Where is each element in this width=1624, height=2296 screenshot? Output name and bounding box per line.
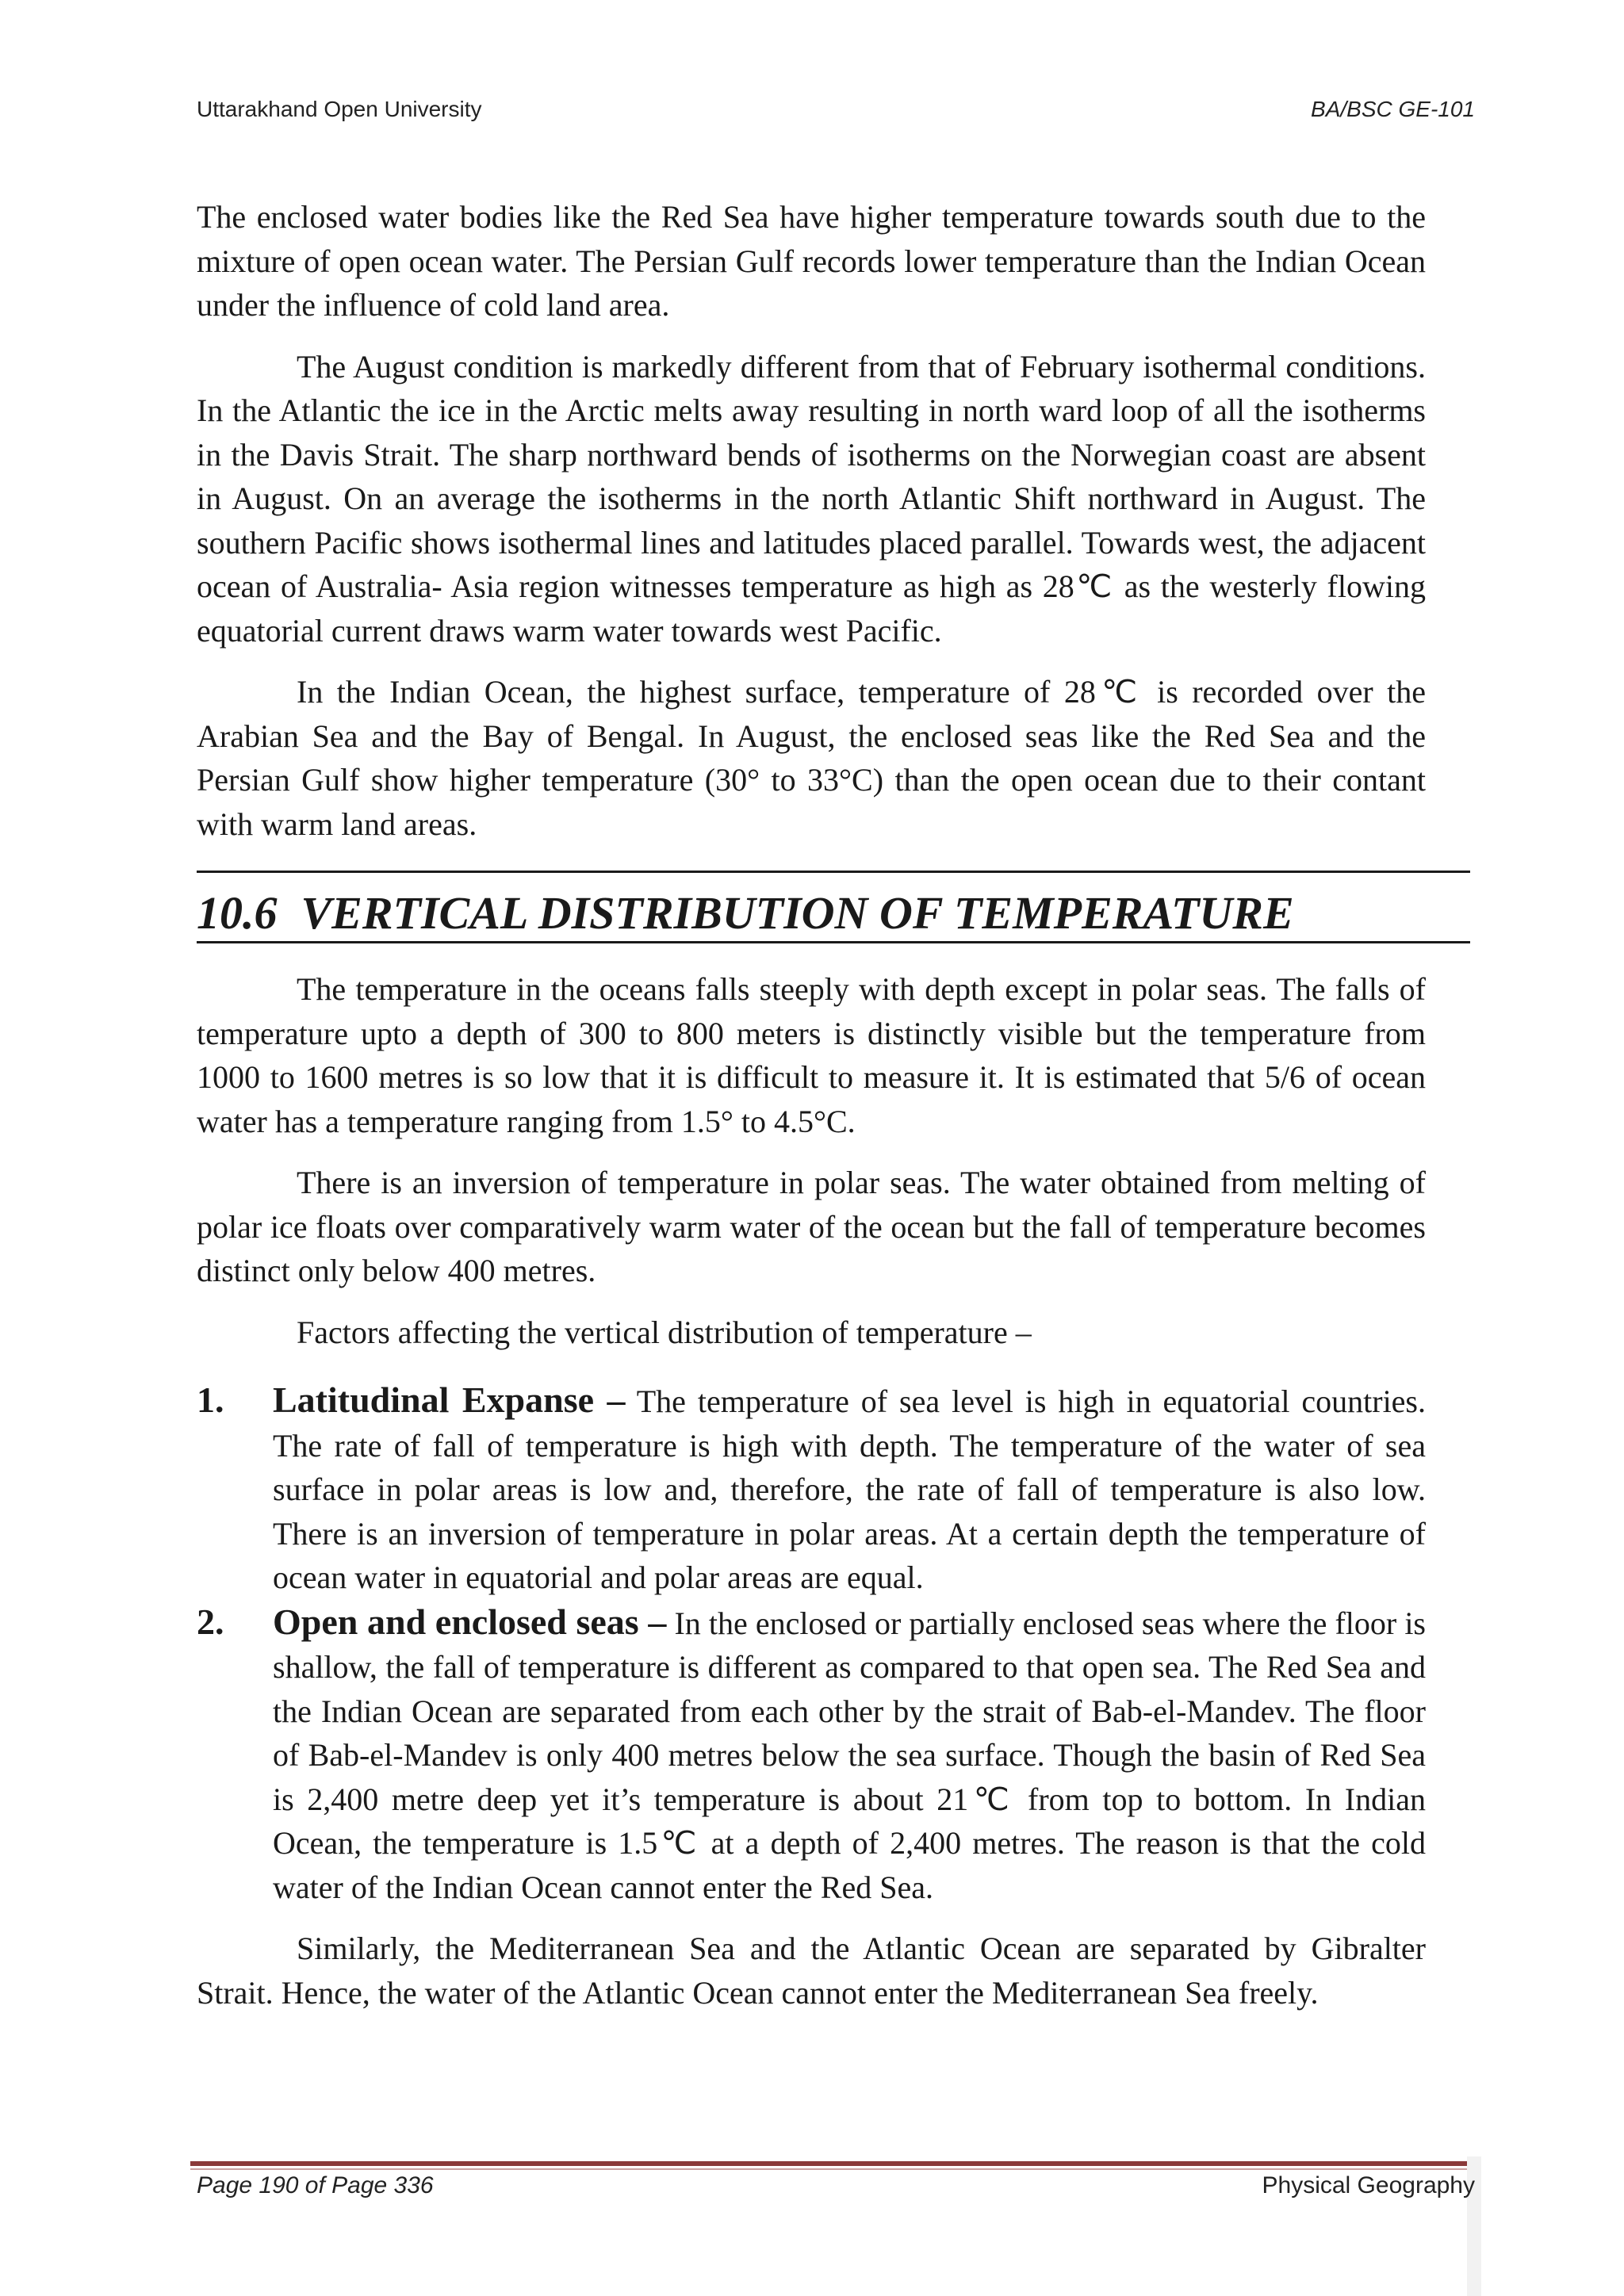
paragraph-vertical-fall: The temperature in the oceans falls steeply with depth except in polar seas. The falls of temperature upto a depth of 300 to 800 meters is distinctly visible but the temperature from 1000 to 1600 metres is so low that it is difficult to measure it. It is estimated that 5/6 of ocean water has a temperature ranging from 1.5° to 4.5°C. xyxy=(197,971,1426,1139)
body-main xyxy=(197,967,1426,2015)
footer-rule-shadow xyxy=(190,2168,1477,2170)
header-course-code: BA/BSC GE-101 xyxy=(1311,97,1475,121)
paragraph-factors-intro: Factors affecting the vertical distribution of temperature – xyxy=(297,1314,1032,1350)
header-institution: Uttarakhand Open University xyxy=(197,97,482,121)
footer-rule xyxy=(190,2161,1477,2166)
list-item xyxy=(197,1378,1426,1600)
footer-page-number: Page 190 of Page 336 xyxy=(197,2172,434,2198)
section-rule-top xyxy=(197,871,1470,873)
section-title: VERTICAL DISTRIBUTION OF TEMPERATURE xyxy=(301,887,1294,939)
paragraph-inversion: There is an inversion of temperature in polar seas. The water obtained from melting of polar ice floats over comparatively warm water of the ocean but the fall of temperature becomes distinct only below 400 metres. xyxy=(197,1165,1426,1288)
list-item-number: 2. xyxy=(197,1601,224,1642)
footer-subject: Physical Geography xyxy=(1262,2172,1475,2198)
paragraph-mediterranean: Similarly, the Mediterranean Sea and the Atlantic Ocean are separated by Gibralter Strait. Hence, the water of the Atlantic Ocean cannot enter the Mediterranean Sea freely. xyxy=(197,1931,1426,2011)
list-item xyxy=(197,1600,1426,1910)
paragraph-august-condition: The August condition is markedly different from that of February isothermal conditions. In the Atlantic the ice in the Arctic melts away resulting in north ward loop of all the isotherms in the Davis Strait. The sharp northward bends of isotherms on the Norwegian coast are absent in August. On an average the isotherms in the north Atlantic Shift northward in August. The southern Pacific shows isothermal lines and latitudes placed parallel. Towards west, the adjacent ocean of Australia- Asia region witnesses temperature as high as 28℃ as the westerly flowing equatorial current draws warm water towards west Pacific. xyxy=(197,348,1426,649)
list-item-term: Open and enclosed seas – xyxy=(273,1601,667,1642)
body-top xyxy=(197,195,1426,846)
list-item-text: In the enclosed or partially enclosed seas where the floor is shallow, the fall of temperature is different as compared to that open sea. The Red Sea and the Indian Ocean are separated from each other by the strait of Bab-el-Mandev. The floor of Bab-el-Mandev is only 400 metres below the sea surface. Though the basin of Red Sea is 2,400 metre deep yet it’s temperature is about 21℃ from top to bottom. In Indian Ocean, the temperature is 1.5℃ at a depth of 2,400 metres. The reason is that the cold water of the Indian Ocean cannot enter the Red Sea. xyxy=(273,1605,1427,1905)
list-item-term: Latitudinal Expanse – xyxy=(273,1380,626,1420)
section-number: 10.6 xyxy=(197,887,278,939)
section-rule-bottom xyxy=(197,941,1470,943)
paragraph-red-sea: The enclosed water bodies like the Red Sea have higher temperature towards south due to the mixture of open ocean water. The Persian Gulf records lower temperature than the Indian Ocean under the influence of cold land area. xyxy=(197,199,1426,323)
paragraph-indian-ocean: In the Indian Ocean, the highest surface, temperature of 28℃ is recorded over the Arabian Sea and the Bay of Bengal. In August, the enclosed seas like the Red Sea and the Persian Gulf show higher temperature (30° to 33°C) than the open ocean due to their contant with warm land areas. xyxy=(197,674,1426,842)
factors-list xyxy=(197,1378,1426,1909)
list-item-text: The temperature of sea level is high in equatorial countries. The rate of fall of temperature is high with depth. The temperature of the water of sea surface in polar areas is low and, therefore, the rate of fall of temperature is also low. There is an inversion of temperature in polar areas. At a certain depth the temperature of ocean water in equatorial and polar areas are equal. xyxy=(273,1383,1427,1595)
list-item-number: 1. xyxy=(197,1380,224,1420)
section-heading xyxy=(197,886,1294,939)
